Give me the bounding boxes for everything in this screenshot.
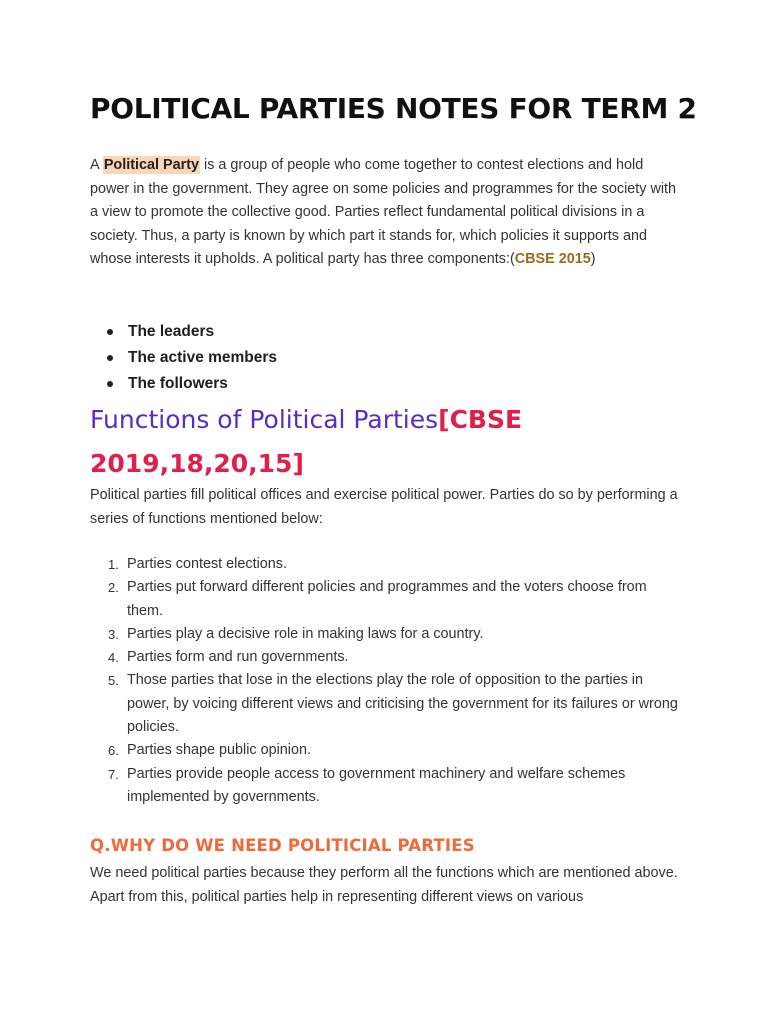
item-number: 5. (108, 673, 119, 689)
list-item: The leaders (128, 319, 277, 345)
components-list (90, 319, 277, 397)
item-number: 4. (108, 650, 119, 666)
item-text: Those parties that lose in the elections play the role of opposition to the parties in power, by voicing different views and criticising the government for its failures or wrong policies. (127, 672, 678, 736)
item-number: 3. (108, 626, 119, 642)
item-text: Parties contest elections. (127, 556, 287, 572)
item-text: Parties put forward different policies and programmes and the voters choose from them. (127, 579, 647, 619)
list-item (90, 553, 680, 576)
item-number: 6. (108, 743, 119, 759)
item-text: Parties play a decisive role in making laws for a country. (127, 625, 484, 642)
highlighted-term: Political Party (103, 157, 199, 173)
intro-paragraph (90, 154, 680, 272)
list-item (90, 739, 680, 762)
intro-prefix: A (90, 157, 103, 173)
list-item (90, 669, 680, 739)
item-number: 7. (108, 766, 119, 782)
list-item (90, 623, 680, 646)
list-item (90, 646, 680, 669)
item-text: Parties provide people access to government machinery and welfare schemes implemented by governments. (127, 765, 626, 805)
intro-reference: CBSE 2015 (514, 251, 591, 268)
question-heading: Q.WHY DO WE NEED POLITICIAL PARTIES (90, 836, 475, 855)
answer-paragraph: We need political parties because they perform all the functions which are mentioned above. Apart from this, political parties help in representing different views on various (90, 865, 678, 905)
item-text: Parties form and run governments. (127, 649, 349, 666)
page-title: POLITICAL PARTIES NOTES FOR TERM 2 (90, 92, 697, 125)
functions-heading (90, 398, 690, 486)
functions-heading-reference: [CBSE 2019,18,20,15] (90, 405, 523, 478)
list-item (90, 763, 680, 810)
list-item: The followers (128, 371, 277, 397)
item-number: 2. (108, 580, 119, 596)
list-item: The active members (128, 345, 277, 371)
list-item (90, 576, 680, 623)
functions-heading-text: Functions of Political Parties (90, 405, 439, 434)
functions-list (90, 553, 680, 809)
item-number: 1. (108, 557, 119, 572)
functions-intro: Political parties fill political offices and exercise political power. Parties do so by performing a series of functions mentioned below: (90, 487, 678, 527)
intro-text: is a group of people who come together to contest elections and hold power in the government. They agree on some policies and programmes for the society with a view to promote the collective good. Parties reflect fundamental political divisions in a society. Thus, a party is known by which part it stands for, which policies it supports and whose interests it upholds. A political party has three components:( (90, 157, 677, 268)
intro-suffix: ) (590, 251, 596, 268)
item-text: Parties shape public opinion. (127, 742, 312, 759)
